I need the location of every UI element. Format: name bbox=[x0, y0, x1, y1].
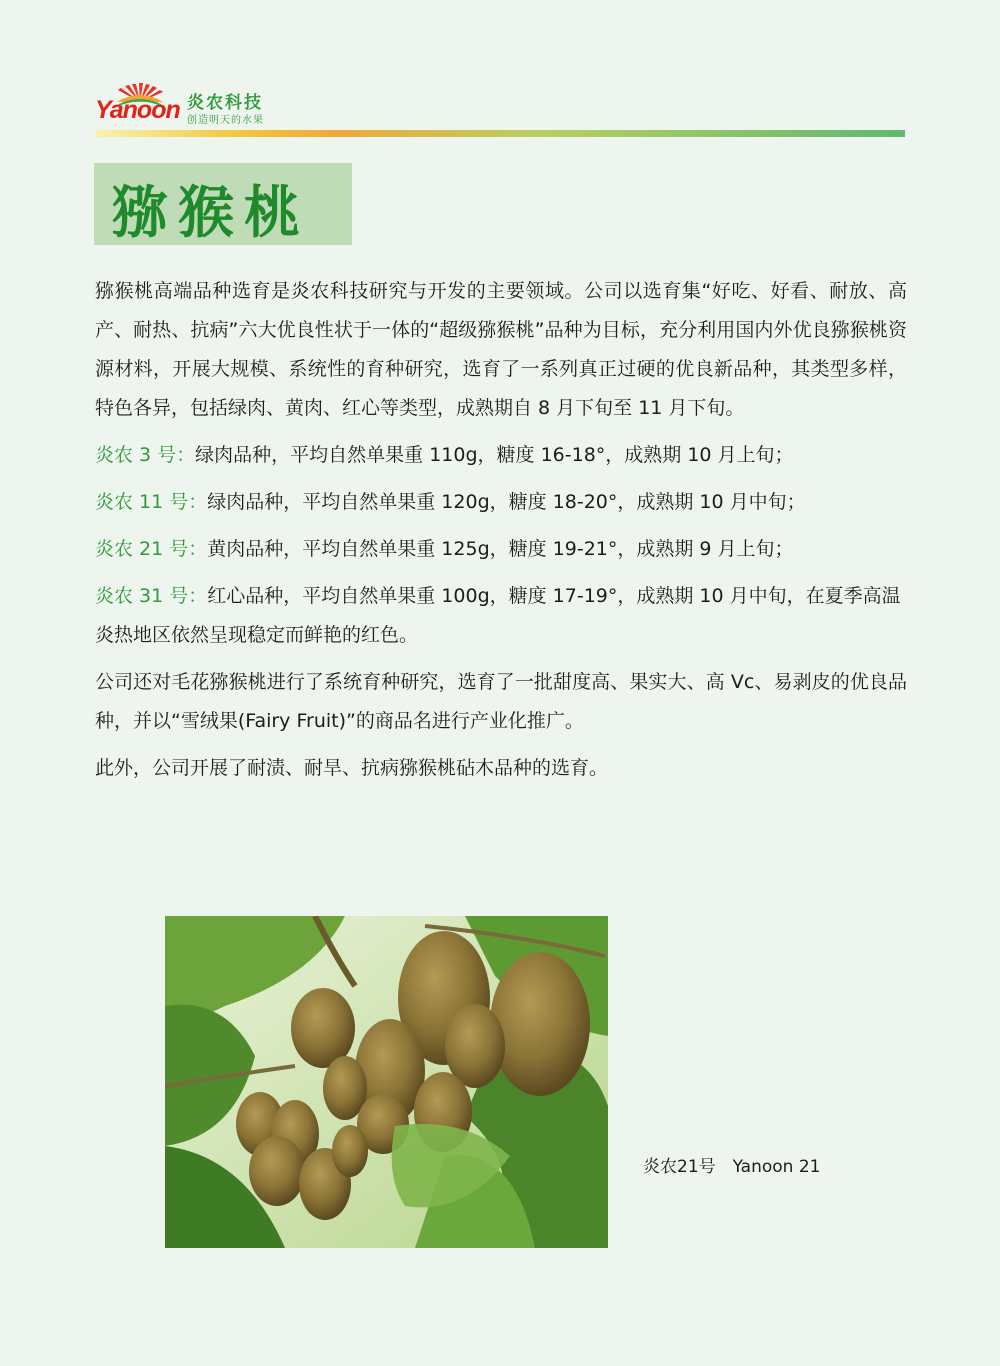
kiwi-fruit-photo bbox=[165, 916, 608, 1248]
variety-name: 炎农 31 号： bbox=[95, 585, 208, 607]
header-divider bbox=[95, 130, 905, 137]
logo-wordmark: Yanoon bbox=[95, 96, 180, 124]
hairy-kiwi-paragraph: 公司还对毛花猕猴桃进行了系统育种研究，选育了一批甜度高、果实大、高 Vc、易剥皮的优良品种，并以“雪绒果(Fairy Fruit)”的商品名进行产业化推广。 bbox=[95, 671, 907, 732]
kiwi-photo-illustration bbox=[165, 916, 608, 1248]
rootstock-paragraph: 此外，公司开展了耐渍、耐旱、抗病猕猴桃砧木品种的选育。 bbox=[95, 757, 609, 779]
variety-name: 炎农 3 号： bbox=[95, 444, 196, 466]
title-banner bbox=[94, 163, 352, 245]
variety-item bbox=[95, 530, 907, 569]
article-body bbox=[95, 272, 907, 796]
intro-paragraph: 猕猴桃高端品种选育是炎农科技研究与开发的主要领域。公司以选育集“好吃、好看、耐放、高产、耐热、抗病”六大优良性状于一体的“超级猕猴桃”品种为目标，充分利用国内外优良猕猴桃资源材料，开展大规模、系统性的育种研究，选育了一系列真正过硬的优良新品种，其类型多样，特色各异，包括绿肉、黄肉、红心等类型，成熟期自 8 月下旬至 11 月下旬。 bbox=[95, 280, 907, 419]
page-title: 猕猴桃 bbox=[112, 181, 310, 246]
variety-name: 炎农 21 号： bbox=[95, 538, 208, 560]
variety-name: 炎农 11 号： bbox=[95, 491, 208, 513]
photo-caption: 炎农21号 Yanoon 21 bbox=[643, 1157, 821, 1177]
variety-item bbox=[95, 436, 907, 475]
variety-desc: 绿肉品种，平均自然单果重 110g，糖度 16-18°，成熟期 10 月上旬； bbox=[195, 444, 794, 466]
variety-desc: 黄肉品种，平均自然单果重 125g，糖度 19-21°，成熟期 9 月上旬； bbox=[207, 538, 794, 560]
variety-item bbox=[95, 577, 907, 655]
brand-slogan: 创造明天的水果 bbox=[187, 115, 264, 126]
variety-item bbox=[95, 483, 907, 522]
brand-name: 炎农科技 bbox=[187, 93, 263, 113]
variety-desc: 绿肉品种，平均自然单果重 120g，糖度 18-20°，成熟期 10 月中旬； bbox=[207, 491, 806, 513]
variety-desc: 红心品种，平均自然单果重 100g，糖度 17-19°，成熟期 10 月中旬，在夏季高温炎热地区依然呈现稳定而鲜艳的红色。 bbox=[95, 585, 901, 646]
